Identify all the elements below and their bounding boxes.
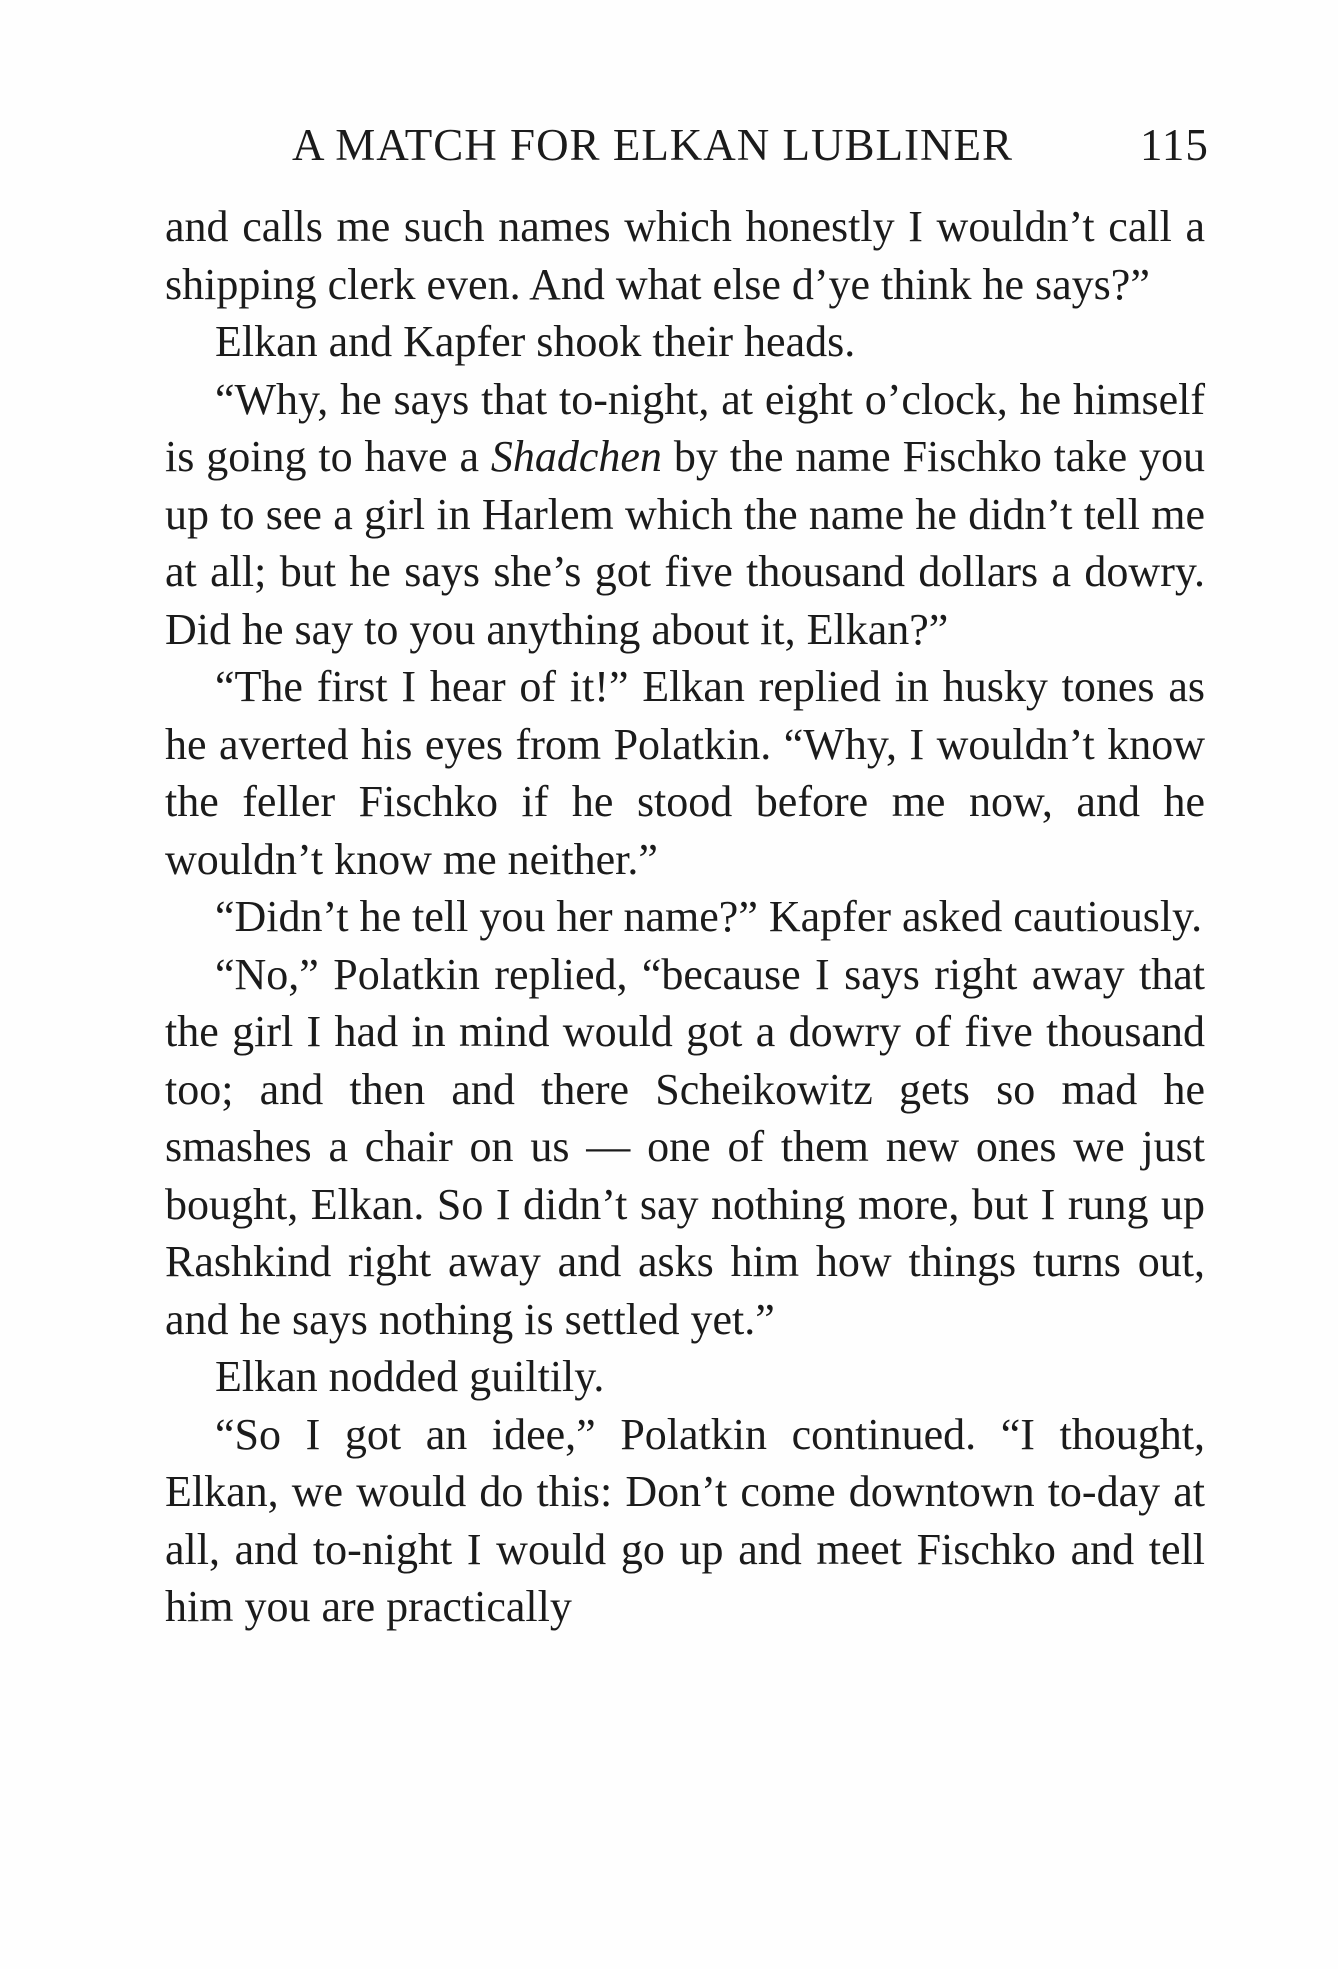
page-header xyxy=(0,115,1338,175)
paragraph-text: “Why, he says that to-night, at eight o’clock, he himself is going to have a xyxy=(165,374,1205,481)
paragraph: Elkan and Kapfer shook their heads. xyxy=(215,317,856,366)
paragraph: “Didn’t he tell you her name?” Kapfer asked cautiously. xyxy=(215,892,1203,941)
paragraph: “The first I hear of it!” Elkan replied in husky tones as he averted his eyes from Polatkin. “Why, I wouldn’t know the feller Fischko if he stood before me now, and he wouldn’t know me neither.” xyxy=(165,662,1205,884)
page-number: 115 xyxy=(1140,120,1209,170)
paragraph-text: by the name Fischko take you up to see a girl in Harlem which the name he didn’t tell me at all; but he says she’s got five thousand dollars a dowry. Did he say to you anything about it, Elkan?” xyxy=(165,432,1205,654)
paragraph: Elkan nodded guiltily. xyxy=(215,1352,605,1401)
body-text xyxy=(165,198,1205,1636)
italic-term: Shadchen xyxy=(490,432,662,481)
running-head: A MATCH FOR ELKAN LUBLINER xyxy=(292,120,1014,170)
paragraph: “No,” Polatkin replied, “because I says right away that the girl I had in mind would got a dowry of five thousand too; and then and there Scheikowitz gets so mad he smashes a chair on us — one of them new ones we just bought, Elkan. So I didn’t say nothing more, but I rung up Rashkind right away and asks him how things turns out, and he says nothing is settled yet.” xyxy=(165,949,1205,1344)
paragraph xyxy=(165,371,1205,659)
paragraph: “So I got an idee,” Polatkin continued. “I thought, Elkan, we would do this: Don’t come downtown to-day at all, and to-night I would go up and meet Fischko and tell him you are practically xyxy=(165,1409,1205,1631)
paragraph: and calls me such names which honestly I wouldn’t call a shipping clerk even. And what else d’ye think he says?” xyxy=(165,202,1205,309)
